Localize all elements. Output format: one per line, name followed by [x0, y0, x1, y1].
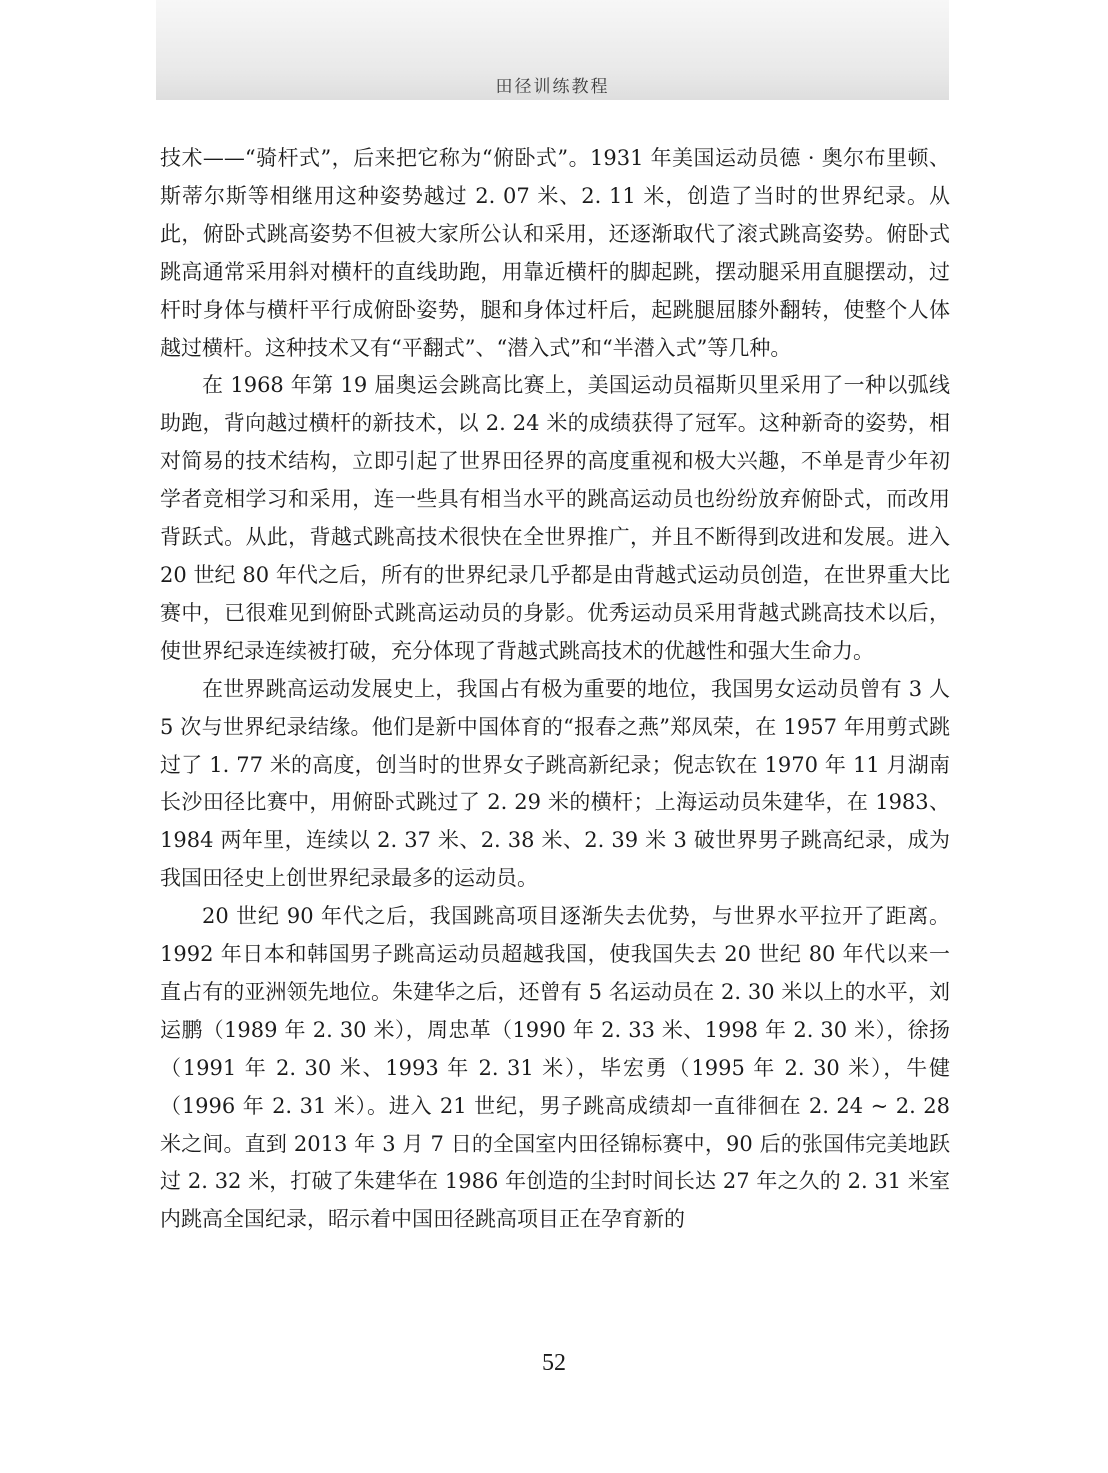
paragraph-1: 技术——“骑杆式”，后来把它称为“俯卧式”。1931 年美国运动员德 · 奥尔布里顿、斯蒂尔斯等相继用这种姿势越过 2. 07 米、2. 11 米，创造了当时的世界纪录。从此，俯卧式跳高姿势不但被大家所公认和采用，还逐渐取代了滚式跳高姿势。俯卧式跳高通常采用斜对横杆的直线助跑，用靠近横杆的脚起跳，摆动腿采用直腿摆动，过杆时身体与横杆平行成俯卧姿势，腿和身体过杆后，起跳腿屈膝外翻转，使整个人体越过横杆。这种技术又有“平翻式”、“潜入式”和“半潜入式”等几种。: [160, 146, 950, 360]
page-number: 52: [542, 1350, 566, 1376]
paragraph-4: 20 世纪 90 年代之后，我国跳高项目逐渐失去优势，与世界水平拉开了距离。1992 年日本和韩国男子跳高运动员超越我国，使我国失去 20 世纪 80 年代以来一直占有的亚洲领先地位。朱建华之后，还曾有 5 名运动员在 2. 30 米以上的水平，刘运鹏（1989 年 2. 30 米），周忠革（1990 年 2. 33 米、1998 年 2. 30 米），徐扬（1991 年 2. 30 米、1993 年 2. 31 米），毕宏勇（1995 年 2. 30 米），牛健（1996 年 2. 31 米）。进入 21 世纪，男子跳高成绩却一直徘徊在 2. 24 ~ 2. 28 米之间。直到 2013 年 3 月 7 日的全国室内田径锦标赛中，90 后的张国伟完美地跃过 2. 32 米，打破了朱建华在 1986 年创造的尘封时间长达 27 年之久的 2. 31 米室内跳高全国纪录，昭示着中国田径跳高项目正在孕育新的: [160, 904, 950, 1232]
running-header-title: 田径训练教程: [495, 77, 610, 97]
paragraph-2: 在 1968 年第 19 届奥运会跳高比赛上，美国运动员福斯贝里采用了一种以弧线助跑，背向越过横杆的新技术，以 2. 24 米的成绩获得了冠军。这种新奇的姿势，相对简易的技术结构，立即引起了世界田径界的高度重视和极大兴趣，不单是青少年初学者竞相学习和采用，连一些具有相当水平的跳高运动员也纷纷放弃俯卧式，而改用背跃式。从此，背越式跳高技术很快在全世界推广，并且不断得到改进和发展。进入 20 世纪 80 年代之后，所有的世界纪录几乎都是由背越式运动员创造，在世界重大比赛中，已很难见到俯卧式跳高运动员的身影。优秀运动员采用背越式跳高技术以后，使世界纪录连续被打破，充分体现了背越式跳高技术的优越性和强大生命力。: [160, 373, 950, 663]
body-text: [160, 140, 950, 1239]
paragraph-3: 在世界跳高运动发展史上，我国占有极为重要的地位，我国男女运动员曾有 3 人 5 次与世界纪录结缘。他们是新中国体育的“报春之燕”郑凤荣，在 1957 年用剪式跳过了 1. 77 米的高度，创当时的世界女子跳高新纪录；倪志钦在 1970 年 11 月湖南长沙田径比赛中，用俯卧式跳过了 2. 29 米的横杆；上海运动员朱建华，在 1983、1984 两年里，连续以 2. 37 米、2. 38 米、2. 39 米 3 破世界男子跳高纪录，成为我国田径史上创世界纪录最多的运动员。: [160, 676, 950, 891]
running-header: [156, 0, 949, 100]
